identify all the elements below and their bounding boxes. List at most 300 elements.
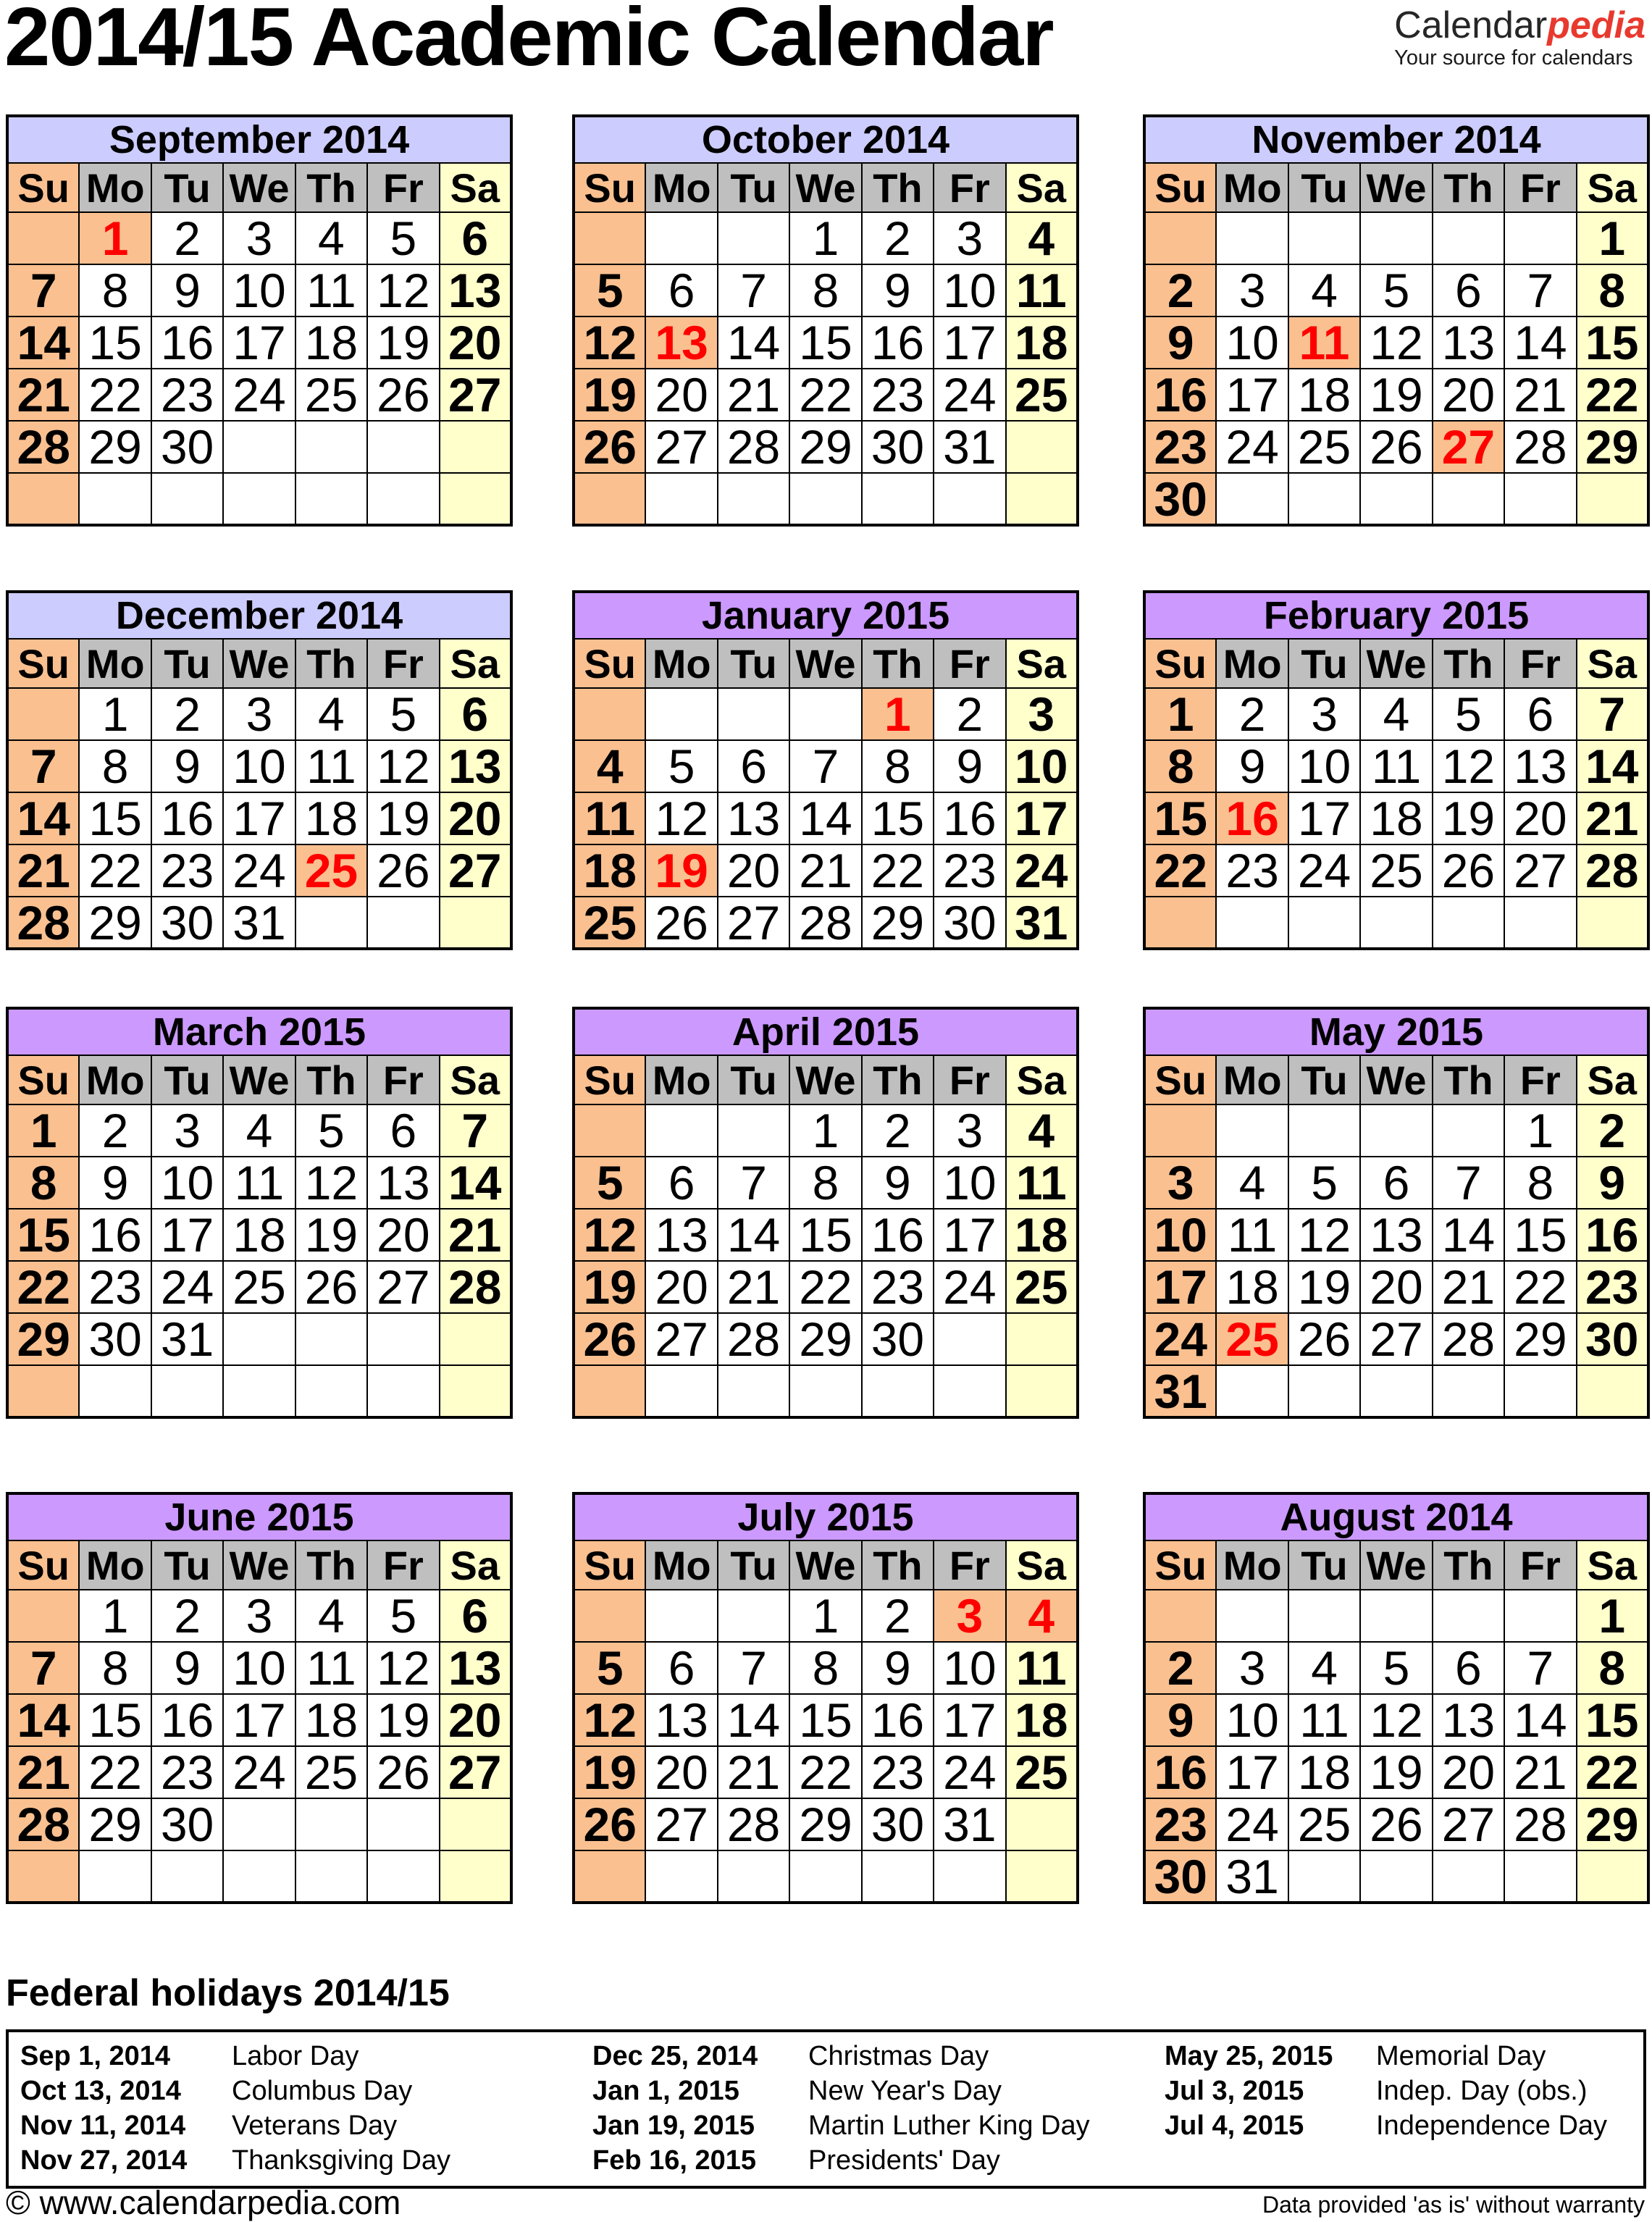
date-cell-3: 3 bbox=[934, 1590, 1005, 1642]
date-cell-25: 25 bbox=[295, 369, 367, 421]
date-cell-14: 14 bbox=[7, 316, 79, 369]
date-cell-10: 10 bbox=[934, 1157, 1005, 1209]
empty-cell bbox=[645, 1104, 717, 1157]
empty-cell bbox=[1433, 1365, 1504, 1417]
empty-cell bbox=[367, 1850, 439, 1903]
date-cell-19: 19 bbox=[645, 844, 717, 897]
date-cell-13: 13 bbox=[1504, 740, 1576, 792]
date-cell-27: 27 bbox=[367, 1261, 439, 1313]
weekday-header-th: Th bbox=[295, 1055, 367, 1104]
date-cell-2: 2 bbox=[1144, 264, 1216, 316]
empty-cell bbox=[79, 1365, 151, 1417]
empty-cell bbox=[7, 212, 79, 264]
weekday-header-mo: Mo bbox=[645, 639, 717, 688]
empty-cell bbox=[718, 1104, 789, 1157]
weekday-header-sa: Sa bbox=[1006, 639, 1078, 688]
weekday-header-tu: Tu bbox=[151, 639, 223, 688]
date-cell-18: 18 bbox=[1006, 1694, 1078, 1746]
month-title: May 2015 bbox=[1144, 1008, 1648, 1055]
empty-cell bbox=[718, 1365, 789, 1417]
date-cell-4: 4 bbox=[1288, 264, 1360, 316]
date-cell-1: 1 bbox=[1577, 212, 1648, 264]
date-cell-26: 26 bbox=[574, 421, 645, 473]
date-cell-24: 24 bbox=[934, 1261, 1005, 1313]
weekday-header-tu: Tu bbox=[151, 1055, 223, 1104]
empty-cell bbox=[1577, 1365, 1648, 1417]
date-cell-25: 25 bbox=[1360, 844, 1432, 897]
date-cell-30: 30 bbox=[1577, 1313, 1648, 1365]
date-cell-12: 12 bbox=[574, 1694, 645, 1746]
logo-wordmark-black: Calendar bbox=[1394, 4, 1548, 46]
empty-cell bbox=[440, 897, 511, 949]
date-cell-26: 26 bbox=[367, 369, 439, 421]
date-cell-27: 27 bbox=[645, 421, 717, 473]
date-cell-1: 1 bbox=[789, 1104, 861, 1157]
weekday-header-th: Th bbox=[1433, 639, 1504, 688]
date-cell-16: 16 bbox=[79, 1209, 151, 1261]
date-cell-6: 6 bbox=[645, 1642, 717, 1694]
date-cell-17: 17 bbox=[151, 1209, 223, 1261]
date-cell-22: 22 bbox=[79, 369, 151, 421]
empty-cell bbox=[789, 688, 861, 740]
month-title: March 2015 bbox=[7, 1008, 511, 1055]
date-cell-28: 28 bbox=[718, 421, 789, 473]
date-cell-6: 6 bbox=[440, 688, 511, 740]
date-cell-3: 3 bbox=[1288, 688, 1360, 740]
date-cell-7: 7 bbox=[718, 1642, 789, 1694]
empty-cell bbox=[789, 1850, 861, 1903]
date-cell-23: 23 bbox=[862, 1746, 934, 1798]
date-cell-27: 27 bbox=[440, 369, 511, 421]
empty-cell bbox=[1360, 212, 1432, 264]
month-title: February 2015 bbox=[1144, 592, 1648, 639]
holiday-name: Christmas Day bbox=[808, 2041, 989, 2071]
weekday-header-sa: Sa bbox=[1577, 163, 1648, 212]
date-cell-5: 5 bbox=[574, 264, 645, 316]
date-cell-27: 27 bbox=[718, 897, 789, 949]
weekday-header-fr: Fr bbox=[1504, 1540, 1576, 1590]
date-cell-25: 25 bbox=[1006, 1746, 1078, 1798]
date-cell-2: 2 bbox=[862, 1104, 934, 1157]
date-cell-5: 5 bbox=[1288, 1157, 1360, 1209]
date-cell-12: 12 bbox=[574, 316, 645, 369]
date-cell-25: 25 bbox=[1288, 1798, 1360, 1850]
weekday-header-mo: Mo bbox=[79, 1055, 151, 1104]
weekday-header-tu: Tu bbox=[718, 1055, 789, 1104]
date-cell-23: 23 bbox=[79, 1261, 151, 1313]
date-cell-13: 13 bbox=[1433, 1694, 1504, 1746]
weekday-header-su: Su bbox=[1144, 1055, 1216, 1104]
date-cell-21: 21 bbox=[7, 844, 79, 897]
date-cell-10: 10 bbox=[1006, 740, 1078, 792]
empty-cell bbox=[295, 1313, 367, 1365]
date-cell-14: 14 bbox=[1433, 1209, 1504, 1261]
date-cell-29: 29 bbox=[1504, 1313, 1576, 1365]
weekday-header-tu: Tu bbox=[718, 639, 789, 688]
date-cell-17: 17 bbox=[1216, 1746, 1288, 1798]
weekday-header-fr: Fr bbox=[934, 1055, 1005, 1104]
empty-cell bbox=[574, 688, 645, 740]
weekday-header-mo: Mo bbox=[645, 1055, 717, 1104]
date-cell-2: 2 bbox=[151, 688, 223, 740]
federal-holidays-grid bbox=[20, 2039, 1643, 2177]
logo-wordmark bbox=[1394, 6, 1645, 46]
empty-cell bbox=[367, 1798, 439, 1850]
weekday-header-su: Su bbox=[574, 639, 645, 688]
date-cell-6: 6 bbox=[1504, 688, 1576, 740]
date-cell-29: 29 bbox=[789, 1313, 861, 1365]
date-cell-13: 13 bbox=[645, 1209, 717, 1261]
empty-cell bbox=[862, 1365, 934, 1417]
date-cell-8: 8 bbox=[1577, 264, 1648, 316]
date-cell-3: 3 bbox=[223, 1590, 295, 1642]
date-cell-27: 27 bbox=[645, 1313, 717, 1365]
date-cell-9: 9 bbox=[151, 264, 223, 316]
empty-cell bbox=[1006, 1850, 1078, 1903]
weekday-header-sa: Sa bbox=[1577, 1540, 1648, 1590]
empty-cell bbox=[645, 212, 717, 264]
empty-cell bbox=[7, 1850, 79, 1903]
empty-cell bbox=[1216, 473, 1288, 525]
date-cell-2: 2 bbox=[79, 1104, 151, 1157]
date-cell-9: 9 bbox=[862, 264, 934, 316]
date-cell-17: 17 bbox=[1216, 369, 1288, 421]
date-cell-21: 21 bbox=[718, 369, 789, 421]
empty-cell bbox=[1504, 212, 1576, 264]
date-cell-16: 16 bbox=[151, 1694, 223, 1746]
date-cell-28: 28 bbox=[440, 1261, 511, 1313]
weekday-header-fr: Fr bbox=[1504, 163, 1576, 212]
date-cell-15: 15 bbox=[7, 1209, 79, 1261]
empty-cell bbox=[1288, 1104, 1360, 1157]
date-cell-7: 7 bbox=[7, 1642, 79, 1694]
date-cell-1: 1 bbox=[862, 688, 934, 740]
date-cell-21: 21 bbox=[1504, 369, 1576, 421]
empty-cell bbox=[645, 688, 717, 740]
weekday-header-tu: Tu bbox=[1288, 1540, 1360, 1590]
date-cell-3: 3 bbox=[1216, 264, 1288, 316]
holiday-date: Dec 25, 2014 bbox=[592, 2041, 758, 2071]
date-cell-16: 16 bbox=[1216, 792, 1288, 844]
date-cell-11: 11 bbox=[295, 264, 367, 316]
date-cell-8: 8 bbox=[862, 740, 934, 792]
weekday-header-we: We bbox=[1360, 639, 1432, 688]
date-cell-24: 24 bbox=[934, 369, 1005, 421]
date-cell-18: 18 bbox=[1360, 792, 1432, 844]
empty-cell bbox=[1360, 473, 1432, 525]
date-cell-30: 30 bbox=[862, 421, 934, 473]
date-cell-26: 26 bbox=[1288, 1313, 1360, 1365]
month-calendar-october-2014 bbox=[572, 114, 1079, 527]
empty-cell bbox=[1216, 1590, 1288, 1642]
logo-wordmark-red: pedia bbox=[1547, 4, 1645, 46]
date-cell-16: 16 bbox=[862, 1209, 934, 1261]
date-cell-20: 20 bbox=[1433, 1746, 1504, 1798]
date-cell-24: 24 bbox=[934, 1746, 1005, 1798]
empty-cell bbox=[440, 1313, 511, 1365]
weekday-header-su: Su bbox=[7, 639, 79, 688]
weekday-header-su: Su bbox=[1144, 639, 1216, 688]
holiday-name: Independence Day bbox=[1376, 2110, 1608, 2141]
date-cell-19: 19 bbox=[367, 1694, 439, 1746]
month-title: April 2015 bbox=[574, 1008, 1078, 1055]
date-cell-28: 28 bbox=[718, 1798, 789, 1850]
empty-cell bbox=[1504, 1365, 1576, 1417]
date-cell-8: 8 bbox=[1577, 1642, 1648, 1694]
date-cell-20: 20 bbox=[645, 1261, 717, 1313]
weekday-header-su: Su bbox=[1144, 163, 1216, 212]
date-cell-28: 28 bbox=[718, 1313, 789, 1365]
weekday-header-th: Th bbox=[862, 639, 934, 688]
date-cell-22: 22 bbox=[1577, 369, 1648, 421]
empty-cell bbox=[1504, 473, 1576, 525]
date-cell-9: 9 bbox=[1216, 740, 1288, 792]
date-cell-31: 31 bbox=[1144, 1365, 1216, 1417]
empty-cell bbox=[295, 1798, 367, 1850]
holiday-date: Jul 3, 2015 bbox=[1165, 2076, 1304, 2106]
date-cell-6: 6 bbox=[1433, 264, 1504, 316]
date-cell-19: 19 bbox=[295, 1209, 367, 1261]
date-cell-14: 14 bbox=[718, 316, 789, 369]
empty-cell bbox=[1433, 1104, 1504, 1157]
holiday-date: Jul 4, 2015 bbox=[1165, 2110, 1304, 2141]
date-cell-6: 6 bbox=[1433, 1642, 1504, 1694]
date-cell-30: 30 bbox=[79, 1313, 151, 1365]
date-cell-15: 15 bbox=[79, 792, 151, 844]
holiday-date: Nov 27, 2014 bbox=[20, 2145, 188, 2176]
empty-cell bbox=[1288, 897, 1360, 949]
date-cell-31: 31 bbox=[1006, 897, 1078, 949]
empty-cell bbox=[440, 473, 511, 525]
date-cell-4: 4 bbox=[1006, 1590, 1078, 1642]
empty-cell bbox=[1144, 1590, 1216, 1642]
date-cell-29: 29 bbox=[79, 897, 151, 949]
weekday-header-th: Th bbox=[862, 1055, 934, 1104]
date-cell-1: 1 bbox=[789, 1590, 861, 1642]
date-cell-13: 13 bbox=[440, 264, 511, 316]
holiday-name: Presidents' Day bbox=[808, 2145, 1000, 2176]
date-cell-5: 5 bbox=[367, 688, 439, 740]
holiday-date: Oct 13, 2014 bbox=[20, 2076, 181, 2106]
date-cell-25: 25 bbox=[1006, 1261, 1078, 1313]
date-cell-2: 2 bbox=[1577, 1104, 1648, 1157]
date-cell-30: 30 bbox=[862, 1313, 934, 1365]
weekday-header-sa: Sa bbox=[1006, 1540, 1078, 1590]
date-cell-10: 10 bbox=[1216, 316, 1288, 369]
empty-cell bbox=[862, 1850, 934, 1903]
empty-cell bbox=[1433, 212, 1504, 264]
weekday-header-we: We bbox=[1360, 1540, 1432, 1590]
date-cell-16: 16 bbox=[151, 316, 223, 369]
empty-cell bbox=[718, 1590, 789, 1642]
empty-cell bbox=[1216, 1104, 1288, 1157]
empty-cell bbox=[718, 212, 789, 264]
date-cell-22: 22 bbox=[1577, 1746, 1648, 1798]
weekday-header-mo: Mo bbox=[79, 1540, 151, 1590]
date-cell-15: 15 bbox=[1144, 792, 1216, 844]
date-cell-29: 29 bbox=[79, 421, 151, 473]
month-title: October 2014 bbox=[574, 116, 1078, 163]
logo-tagline: Your source for calendars bbox=[1394, 46, 1633, 70]
weekday-header-fr: Fr bbox=[934, 1540, 1005, 1590]
empty-cell bbox=[1216, 1365, 1288, 1417]
date-cell-22: 22 bbox=[79, 844, 151, 897]
date-cell-5: 5 bbox=[367, 1590, 439, 1642]
date-cell-14: 14 bbox=[718, 1209, 789, 1261]
empty-cell bbox=[645, 1850, 717, 1903]
empty-cell bbox=[151, 473, 223, 525]
empty-cell bbox=[718, 688, 789, 740]
weekday-header-mo: Mo bbox=[645, 1540, 717, 1590]
empty-cell bbox=[1288, 1850, 1360, 1903]
date-cell-4: 4 bbox=[295, 1590, 367, 1642]
date-cell-22: 22 bbox=[79, 1746, 151, 1798]
empty-cell bbox=[934, 473, 1005, 525]
empty-cell bbox=[223, 1313, 295, 1365]
empty-cell bbox=[1144, 212, 1216, 264]
month-title: September 2014 bbox=[7, 116, 511, 163]
empty-cell bbox=[789, 473, 861, 525]
date-cell-17: 17 bbox=[934, 1209, 1005, 1261]
date-cell-23: 23 bbox=[934, 844, 1005, 897]
empty-cell bbox=[223, 473, 295, 525]
date-cell-9: 9 bbox=[1144, 316, 1216, 369]
empty-cell bbox=[440, 1365, 511, 1417]
date-cell-9: 9 bbox=[151, 740, 223, 792]
copyright-link: © www.calendarpedia.com bbox=[6, 2184, 401, 2221]
date-cell-6: 6 bbox=[440, 1590, 511, 1642]
date-cell-3: 3 bbox=[151, 1104, 223, 1157]
date-cell-30: 30 bbox=[151, 1798, 223, 1850]
date-cell-31: 31 bbox=[151, 1313, 223, 1365]
date-cell-11: 11 bbox=[574, 792, 645, 844]
date-cell-11: 11 bbox=[1216, 1209, 1288, 1261]
weekday-header-mo: Mo bbox=[1216, 639, 1288, 688]
empty-cell bbox=[1504, 1850, 1576, 1903]
empty-cell bbox=[295, 421, 367, 473]
empty-cell bbox=[440, 1798, 511, 1850]
holiday-name: Memorial Day bbox=[1376, 2041, 1546, 2071]
date-cell-1: 1 bbox=[1504, 1104, 1576, 1157]
date-cell-17: 17 bbox=[223, 316, 295, 369]
empty-cell bbox=[223, 1850, 295, 1903]
date-cell-3: 3 bbox=[1006, 688, 1078, 740]
date-cell-23: 23 bbox=[862, 369, 934, 421]
weekday-header-we: We bbox=[223, 639, 295, 688]
date-cell-9: 9 bbox=[862, 1642, 934, 1694]
date-cell-18: 18 bbox=[574, 844, 645, 897]
date-cell-29: 29 bbox=[862, 897, 934, 949]
weekday-header-th: Th bbox=[862, 1540, 934, 1590]
weekday-header-sa: Sa bbox=[440, 639, 511, 688]
date-cell-13: 13 bbox=[645, 316, 717, 369]
weekday-header-fr: Fr bbox=[367, 1055, 439, 1104]
date-cell-29: 29 bbox=[1577, 1798, 1648, 1850]
date-cell-31: 31 bbox=[934, 421, 1005, 473]
date-cell-23: 23 bbox=[151, 1746, 223, 1798]
date-cell-24: 24 bbox=[1144, 1313, 1216, 1365]
date-cell-6: 6 bbox=[367, 1104, 439, 1157]
empty-cell bbox=[367, 897, 439, 949]
date-cell-22: 22 bbox=[789, 369, 861, 421]
date-cell-12: 12 bbox=[367, 740, 439, 792]
empty-cell bbox=[1288, 212, 1360, 264]
date-cell-12: 12 bbox=[1360, 316, 1432, 369]
date-cell-7: 7 bbox=[1504, 1642, 1576, 1694]
date-cell-16: 16 bbox=[1144, 1746, 1216, 1798]
date-cell-27: 27 bbox=[1504, 844, 1576, 897]
date-cell-26: 26 bbox=[1360, 421, 1432, 473]
date-cell-24: 24 bbox=[1216, 421, 1288, 473]
empty-cell bbox=[1360, 1365, 1432, 1417]
weekday-header-fr: Fr bbox=[934, 163, 1005, 212]
weekday-header-we: We bbox=[789, 1055, 861, 1104]
weekday-header-mo: Mo bbox=[1216, 1055, 1288, 1104]
date-cell-14: 14 bbox=[718, 1694, 789, 1746]
date-cell-18: 18 bbox=[295, 792, 367, 844]
date-cell-15: 15 bbox=[862, 792, 934, 844]
date-cell-29: 29 bbox=[789, 1798, 861, 1850]
weekday-header-su: Su bbox=[574, 163, 645, 212]
empty-cell bbox=[1006, 421, 1078, 473]
date-cell-6: 6 bbox=[718, 740, 789, 792]
empty-cell bbox=[934, 1850, 1005, 1903]
month-title: August 2014 bbox=[1144, 1493, 1648, 1540]
empty-cell bbox=[574, 1590, 645, 1642]
date-cell-27: 27 bbox=[440, 1746, 511, 1798]
date-cell-19: 19 bbox=[1288, 1261, 1360, 1313]
weekday-header-mo: Mo bbox=[645, 163, 717, 212]
empty-cell bbox=[1577, 1850, 1648, 1903]
empty-cell bbox=[1006, 1365, 1078, 1417]
date-cell-1: 1 bbox=[7, 1104, 79, 1157]
page-title: 2014/15 Academic Calendar bbox=[4, 0, 1053, 83]
date-cell-21: 21 bbox=[1577, 792, 1648, 844]
date-cell-15: 15 bbox=[1577, 1694, 1648, 1746]
date-cell-3: 3 bbox=[1216, 1642, 1288, 1694]
date-cell-10: 10 bbox=[934, 1642, 1005, 1694]
date-cell-18: 18 bbox=[223, 1209, 295, 1261]
empty-cell bbox=[440, 421, 511, 473]
empty-cell bbox=[295, 1365, 367, 1417]
empty-cell bbox=[1433, 897, 1504, 949]
date-cell-14: 14 bbox=[789, 792, 861, 844]
date-cell-21: 21 bbox=[1433, 1261, 1504, 1313]
date-cell-25: 25 bbox=[223, 1261, 295, 1313]
date-cell-7: 7 bbox=[440, 1104, 511, 1157]
weekday-header-mo: Mo bbox=[1216, 1540, 1288, 1590]
empty-cell bbox=[934, 1313, 1005, 1365]
date-cell-28: 28 bbox=[1504, 1798, 1576, 1850]
empty-cell bbox=[1504, 897, 1576, 949]
month-title: June 2015 bbox=[7, 1493, 511, 1540]
empty-cell bbox=[367, 473, 439, 525]
empty-cell bbox=[934, 1365, 1005, 1417]
date-cell-4: 4 bbox=[295, 212, 367, 264]
date-cell-13: 13 bbox=[440, 740, 511, 792]
date-cell-13: 13 bbox=[1433, 316, 1504, 369]
date-cell-23: 23 bbox=[1144, 1798, 1216, 1850]
date-cell-17: 17 bbox=[934, 316, 1005, 369]
date-cell-16: 16 bbox=[862, 1694, 934, 1746]
date-cell-16: 16 bbox=[1144, 369, 1216, 421]
date-cell-18: 18 bbox=[1288, 369, 1360, 421]
date-cell-26: 26 bbox=[645, 897, 717, 949]
holiday-name: New Year's Day bbox=[808, 2076, 1002, 2106]
empty-cell bbox=[1144, 1104, 1216, 1157]
date-cell-26: 26 bbox=[367, 844, 439, 897]
date-cell-24: 24 bbox=[151, 1261, 223, 1313]
